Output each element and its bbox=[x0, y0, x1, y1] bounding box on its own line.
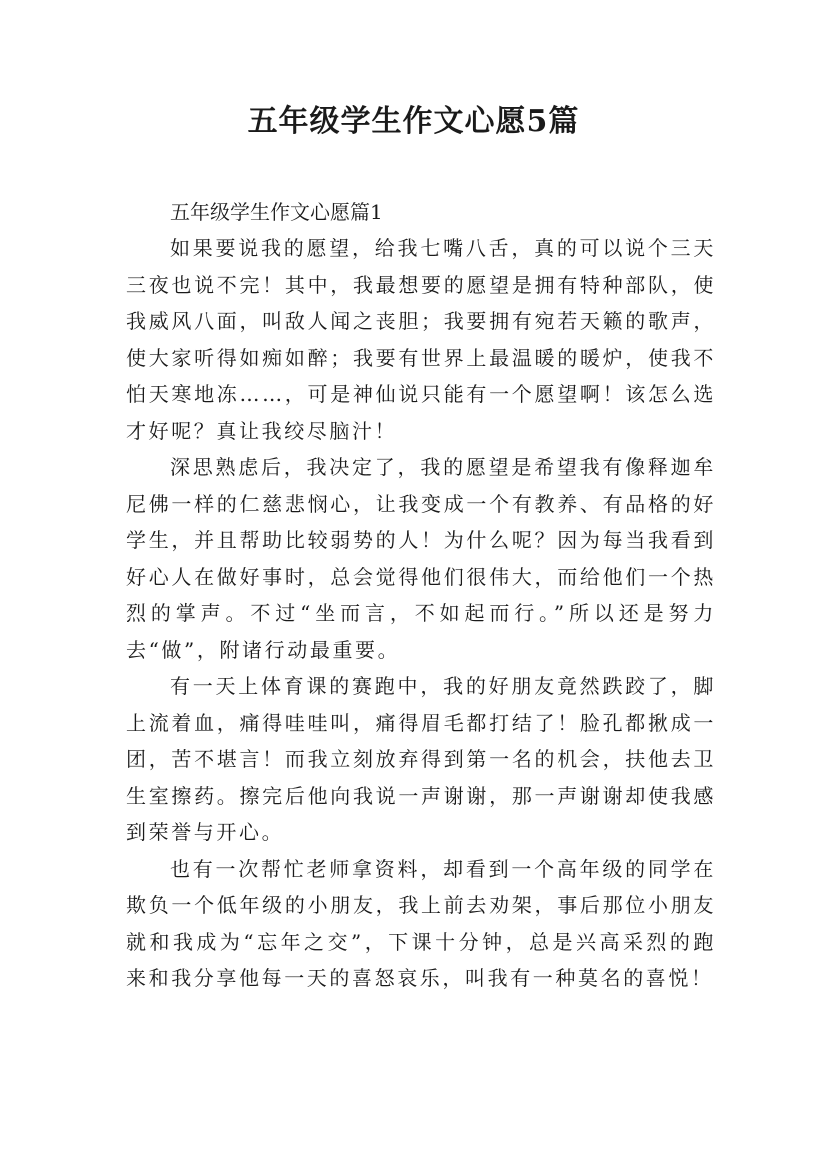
document-body bbox=[126, 194, 716, 997]
paragraph-1: 如果要说我的愿望，给我七嘴八舌，真的可以说个三天三夜也说不完！其中，我最想要的愿望是拥有特种部队，使我威风八面，叫敌人闻之丧胆；我要拥有宛若天籁的歌声，使大家听得如痴如醉；我要有世界上最温暖的暖炉，使我不怕天寒地冻……，可是神仙说只能有一个愿望啊！该怎么选才好呢？真让我绞尽脑汁！ bbox=[126, 236, 716, 443]
section-heading: 五年级学生作文心愿篇1 bbox=[170, 200, 383, 224]
document-title: 五年级学生作文心愿5篇 bbox=[247, 104, 580, 139]
paragraph-3: 有一天上体育课的赛跑中，我的好朋友竟然跌跤了，脚上流着血，痛得哇哇叫，痛得眉毛都打结了！脸孔都揪成一团，苦不堪言！而我立刻放弃得到第一名的机会，扶他去卫生室擦药。擦完后他向我说一声谢谢，那一声谢谢却使我感到荣誉与开心。 bbox=[126, 674, 716, 844]
paragraph-2: 深思熟虑后，我决定了，我的愿望是希望我有像释迦牟尼佛一样的仁慈悲悯心，让我变成一个有教养、有品格的好学生，并且帮助比较弱势的人！为什么呢？因为每当我看到好心人在做好事时，总会觉得他们很伟大，而给他们一个热烈的掌声。不过“坐而言，不如起而行。”所以还是努力去“做”，附诸行动最重要。 bbox=[126, 455, 716, 662]
paragraph-4: 也有一次帮忙老师拿资料，却看到一个高年级的同学在欺负一个低年级的小朋友，我上前去劝架，事后那位小朋友就和我成为“忘年之交”，下课十分钟，总是兴高采烈的跑来和我分享他每一天的喜怒哀乐，叫我有一种莫名的喜悦！ bbox=[126, 856, 716, 990]
